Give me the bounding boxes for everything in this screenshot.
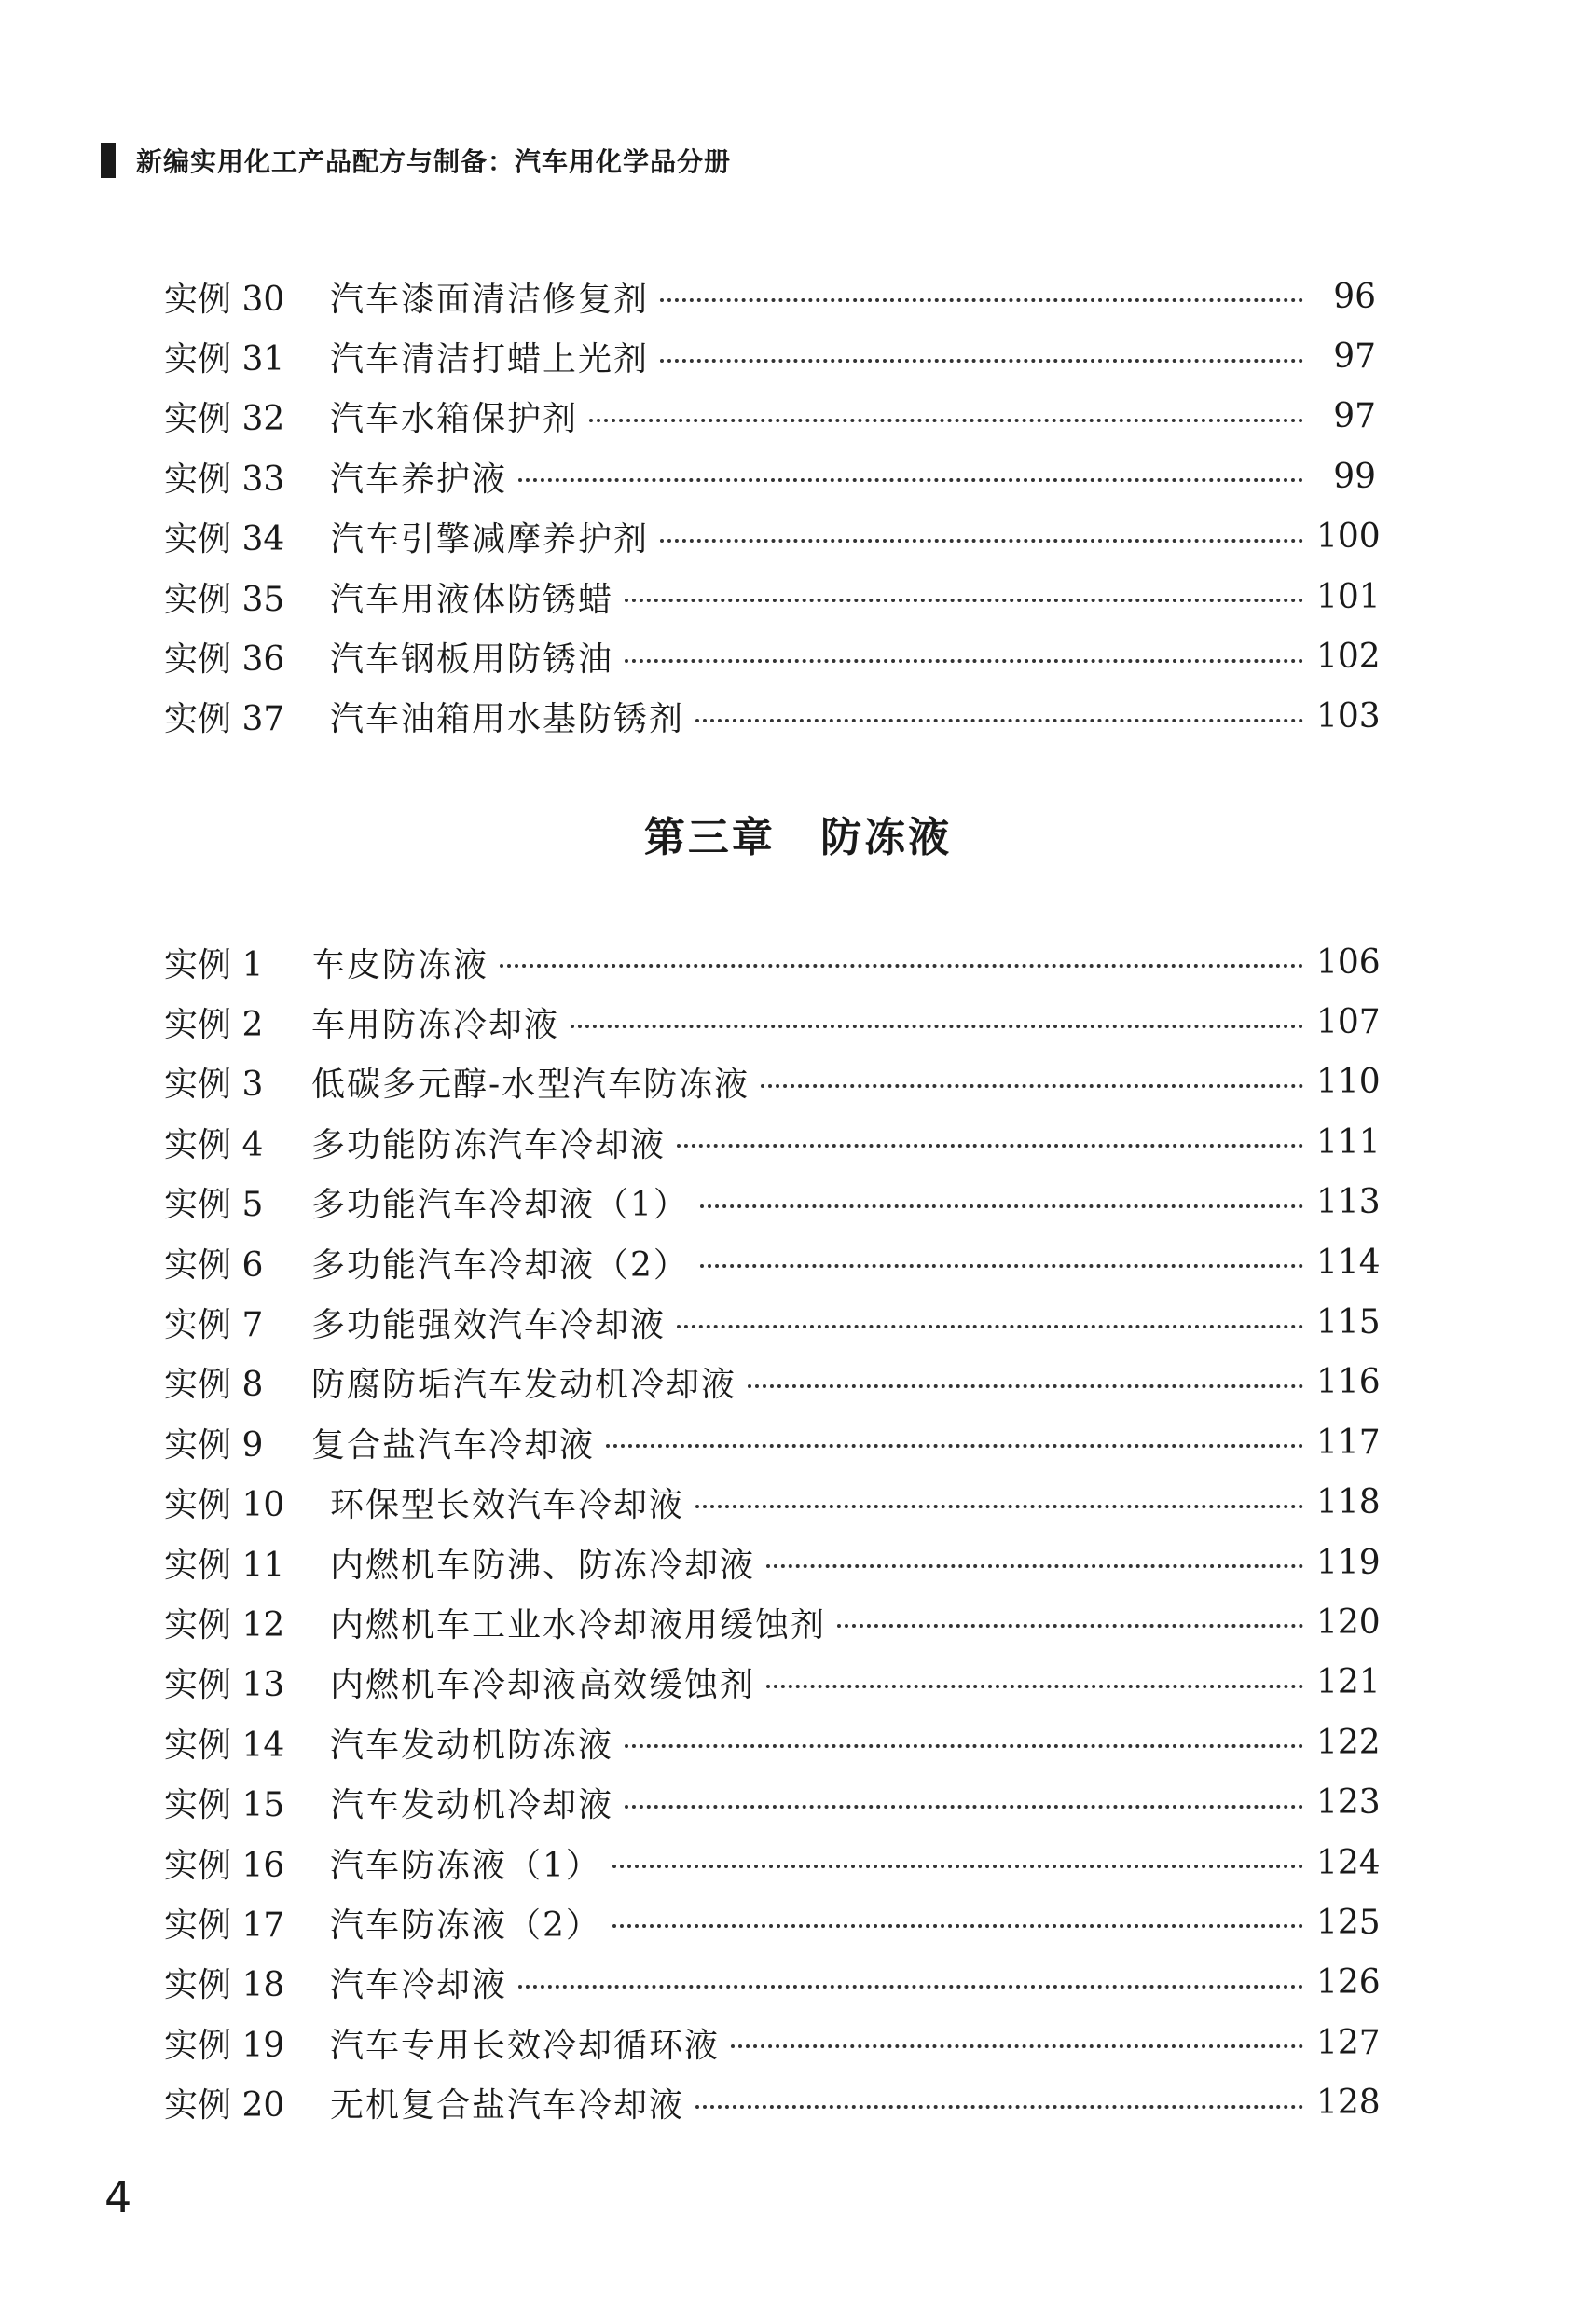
dot-leader (761, 1066, 1303, 1099)
entry-number: 实例 18 (164, 1966, 285, 2005)
entry-page: 107 (1316, 1003, 1381, 1042)
dot-leader (695, 1486, 1303, 1520)
entry-number: 实例 9 (164, 1425, 264, 1465)
entry-page: 113 (1316, 1183, 1381, 1222)
dot-leader (589, 400, 1303, 434)
dot-leader (612, 1846, 1303, 1879)
entry-title: 汽车清洁打蜡上光剂 (330, 340, 650, 379)
toc-entry[interactable] (164, 1653, 1381, 1713)
toc-entry[interactable] (164, 1412, 1381, 1472)
entry-number: 实例 36 (164, 640, 285, 680)
page-number: 4 (104, 2172, 132, 2223)
entry-number: 实例 8 (164, 1366, 264, 1405)
toc-entry[interactable] (164, 267, 1376, 326)
entry-number: 实例 7 (164, 1306, 264, 1345)
entry-number: 实例 35 (164, 580, 285, 619)
dot-leader (612, 1906, 1303, 1939)
entry-number: 实例 31 (164, 340, 285, 379)
entry-page: 102 (1316, 638, 1381, 677)
entry-page: 128 (1316, 2084, 1381, 2123)
entry-page: 122 (1316, 1723, 1381, 1762)
entry-number: 实例 33 (164, 460, 285, 499)
toc-entry[interactable] (164, 1892, 1381, 1952)
entry-page: 116 (1316, 1363, 1381, 1402)
entry-number: 实例 1 (164, 945, 264, 984)
toc-entry[interactable] (164, 687, 1381, 747)
entry-page: 114 (1316, 1243, 1381, 1282)
entry-number: 实例 20 (164, 2086, 285, 2126)
entry-page: 123 (1316, 1783, 1381, 1823)
running-header (101, 140, 731, 181)
entry-number: 实例 13 (164, 1666, 285, 1705)
entry-number: 实例 5 (164, 1186, 264, 1225)
dot-leader (700, 1245, 1303, 1279)
entry-title: 复合盐汽车冷却液 (311, 1425, 596, 1465)
toc-entry[interactable] (164, 326, 1376, 386)
entry-title: 汽车冷却液 (330, 1966, 508, 2005)
entry-page: 118 (1316, 1483, 1381, 1522)
entry-number: 实例 16 (164, 1846, 285, 1885)
dot-leader (660, 340, 1303, 374)
entry-title: 汽车漆面清洁修复剂 (330, 280, 650, 319)
entry-title: 汽车养护液 (330, 460, 508, 499)
dot-leader (837, 1605, 1303, 1639)
dot-leader (695, 2086, 1303, 2120)
toc-entry[interactable] (164, 1473, 1381, 1533)
toc-entry[interactable] (164, 1713, 1381, 1772)
toc-entry[interactable] (164, 1772, 1381, 1832)
entry-number: 实例 17 (164, 1906, 285, 1945)
toc-entry[interactable] (164, 1292, 1381, 1352)
dot-leader (766, 1546, 1303, 1579)
toc-entry[interactable] (164, 1533, 1381, 1592)
entry-page: 111 (1316, 1122, 1381, 1162)
toc-entry[interactable] (164, 1173, 1381, 1232)
toc-entry[interactable] (164, 507, 1381, 567)
entry-number: 实例 4 (164, 1125, 264, 1164)
entry-number: 实例 19 (164, 2026, 285, 2065)
entry-page: 126 (1316, 1963, 1381, 2002)
entry-page: 124 (1316, 1843, 1381, 1882)
entry-page: 117 (1316, 1423, 1381, 1462)
dot-leader (625, 580, 1303, 613)
entry-title: 多功能汽车冷却液（2） (311, 1245, 689, 1285)
entry-page: 115 (1316, 1303, 1381, 1342)
entry-number: 实例 2 (164, 1006, 264, 1045)
toc-entry[interactable] (164, 387, 1376, 447)
entry-page: 97 (1333, 397, 1376, 436)
dot-leader (700, 1186, 1303, 1219)
dot-leader (660, 280, 1303, 313)
entry-page: 121 (1316, 1663, 1381, 1702)
entry-title: 汽车发动机冷却液 (330, 1786, 614, 1825)
dot-leader (625, 1726, 1303, 1759)
entry-title: 多功能汽车冷却液（1） (311, 1186, 689, 1225)
entry-number: 实例 12 (164, 1605, 285, 1645)
entry-page: 99 (1333, 457, 1376, 496)
toc-entry[interactable] (164, 1053, 1381, 1112)
toc-section-chapter3 (164, 932, 1381, 2133)
entry-page: 119 (1316, 1543, 1381, 1582)
entry-number: 实例 37 (164, 700, 285, 739)
dot-leader (625, 1786, 1303, 1820)
entry-page: 97 (1333, 337, 1376, 377)
entry-title: 汽车水箱保护剂 (330, 400, 579, 439)
entry-number: 实例 11 (164, 1546, 285, 1585)
entry-number: 实例 30 (164, 280, 285, 319)
entry-title: 汽车发动机防冻液 (330, 1726, 614, 1765)
toc-entry[interactable] (164, 2013, 1381, 2072)
entry-title: 多功能防冻汽车冷却液 (311, 1125, 667, 1164)
entry-title: 内燃机车冷却液高效缓蚀剂 (330, 1666, 756, 1705)
entry-title: 内燃机车防沸、防冻冷却液 (330, 1546, 756, 1585)
toc-entry[interactable] (164, 1353, 1381, 1412)
dot-leader (660, 520, 1303, 554)
entry-number: 实例 15 (164, 1786, 285, 1825)
toc-entry[interactable] (164, 1592, 1381, 1652)
dot-leader (571, 1006, 1303, 1039)
toc-entry[interactable] (164, 626, 1381, 686)
entry-page: 106 (1316, 943, 1381, 982)
entry-title: 汽车油箱用水基防锈剂 (330, 700, 685, 739)
entry-title: 汽车钢板用防锈油 (330, 640, 614, 680)
entry-page: 101 (1316, 577, 1381, 616)
entry-title: 内燃机车工业水冷却液用缓蚀剂 (330, 1605, 827, 1645)
entry-page: 103 (1316, 697, 1381, 736)
entry-title: 汽车防冻液（2） (330, 1906, 601, 1945)
dot-leader (677, 1125, 1303, 1159)
entry-title: 汽车防冻液（1） (330, 1846, 601, 1885)
book-title: 新编实用化工产品配方与制备：汽车用化学品分册 (136, 146, 732, 177)
entry-title: 低碳多元醇-水型汽车防冻液 (311, 1066, 750, 1105)
entry-number: 实例 14 (164, 1726, 285, 1765)
entry-number: 实例 34 (164, 520, 285, 559)
dot-leader (606, 1425, 1303, 1459)
entry-title: 防腐防垢汽车发动机冷却液 (311, 1366, 737, 1405)
entry-number: 实例 6 (164, 1245, 264, 1285)
entry-page: 125 (1316, 1903, 1381, 1942)
dot-leader (731, 2026, 1303, 2059)
toc-entry[interactable] (164, 2072, 1381, 2132)
toc-entry[interactable] (164, 447, 1376, 506)
toc-section-previous (164, 267, 1381, 747)
toc-entry[interactable] (164, 932, 1381, 992)
entry-page: 127 (1316, 2023, 1381, 2062)
dot-leader (695, 700, 1303, 734)
entry-title: 车皮防冻液 (311, 945, 489, 984)
entry-page: 120 (1316, 1603, 1381, 1642)
dot-leader (625, 640, 1303, 674)
dot-leader (500, 945, 1303, 979)
entry-title: 汽车专用长效冷却循环液 (330, 2026, 721, 2065)
toc-entry[interactable] (164, 1112, 1381, 1172)
dot-leader (766, 1666, 1303, 1700)
entry-title: 环保型长效汽车冷却液 (330, 1486, 685, 1525)
chapter-heading: 第三章 防冻液 (643, 814, 953, 861)
entry-page: 110 (1316, 1063, 1381, 1102)
entry-page: 100 (1316, 517, 1381, 557)
entry-title: 多功能强效汽车冷却液 (311, 1306, 667, 1345)
entry-title: 汽车用液体防锈蜡 (330, 580, 614, 619)
entry-number: 实例 10 (164, 1486, 285, 1525)
header-marker-bar (101, 143, 116, 178)
entry-title: 汽车引擎减摩养护剂 (330, 520, 650, 559)
toc-entry[interactable] (164, 1833, 1381, 1892)
entry-number: 实例 3 (164, 1066, 264, 1105)
toc-entry[interactable] (164, 567, 1381, 626)
dot-leader (518, 460, 1303, 493)
entry-number: 实例 32 (164, 400, 285, 439)
entry-page: 96 (1333, 277, 1376, 316)
toc-entry[interactable] (164, 1953, 1381, 2013)
dot-leader (748, 1366, 1303, 1399)
dot-leader (677, 1306, 1303, 1340)
entry-title: 无机复合盐汽车冷却液 (330, 2086, 685, 2126)
dot-leader (518, 1966, 1303, 2000)
toc-entry[interactable] (164, 992, 1381, 1052)
toc-entry[interactable] (164, 1232, 1381, 1292)
entry-title: 车用防冻冷却液 (311, 1006, 560, 1045)
